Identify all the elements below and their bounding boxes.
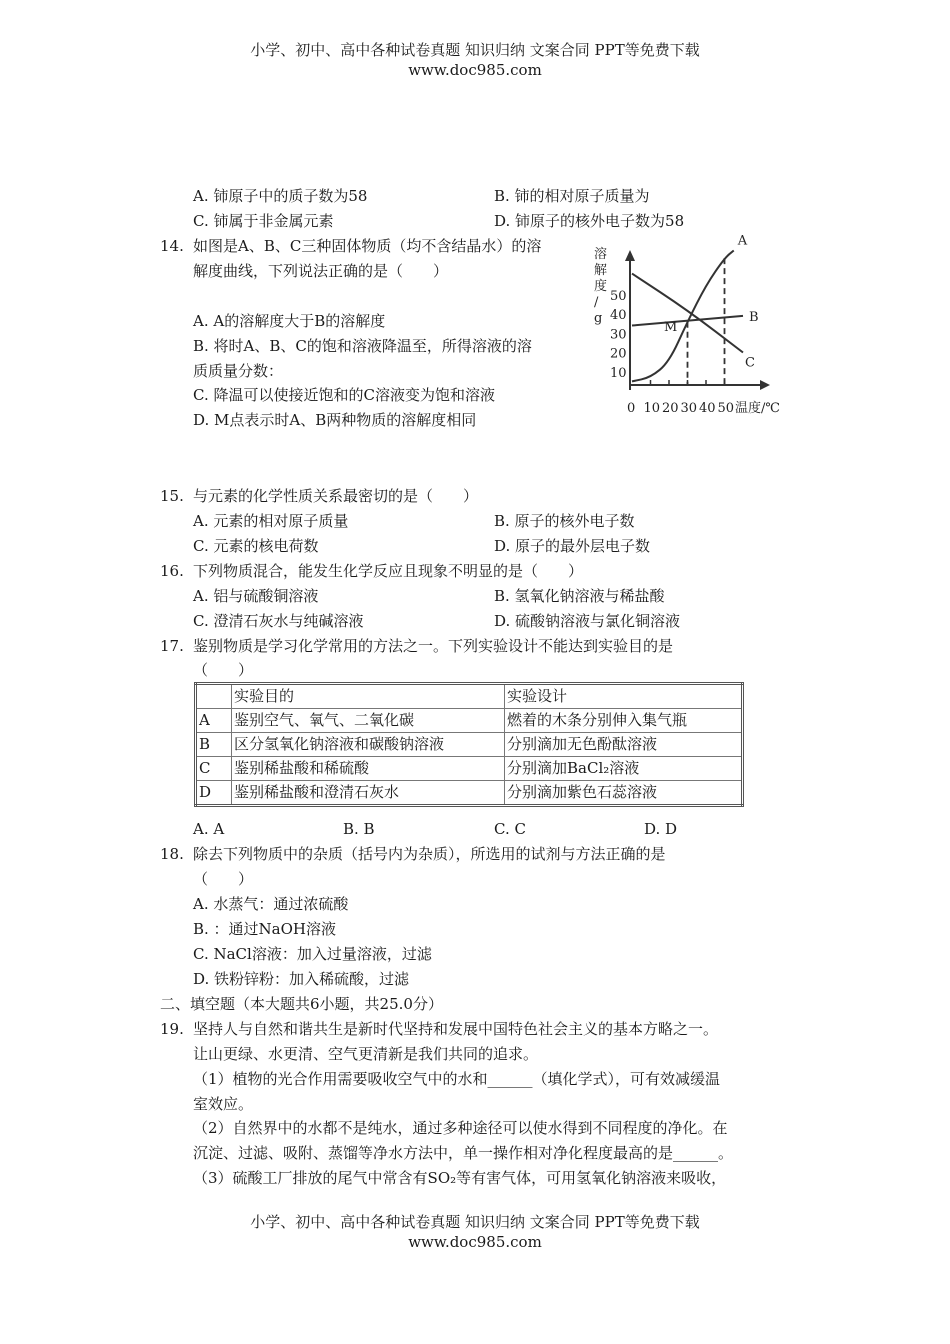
curve-c xyxy=(632,274,743,353)
q19-line: （3）硫酸工厂排放的尾气中常含有SO₂等有害气体，可用氢氧化钠溶液来吸收， xyxy=(193,1169,727,1187)
header-ad-text: 小学、初中、高中各种试卷真题 知识归纳 文案合同 PPT等免费下载 xyxy=(250,41,700,59)
table-cell: 分别滴加无色酚酞溶液 xyxy=(505,733,743,757)
x-tick-label: 20 xyxy=(662,401,679,416)
q14-stem-line2: 解度曲线，下列说法正确的是（ ） xyxy=(193,262,449,280)
q14-number: 14. xyxy=(160,237,184,255)
q16-number: 16. xyxy=(160,562,184,580)
q17-option-a: A. A xyxy=(193,820,225,838)
table-cell: D xyxy=(196,781,232,806)
q14-option-b-cont: 质质量分数： xyxy=(193,362,284,380)
section-heading-fill-in: 二、填空题（本大题共6小题，共25.0分） xyxy=(160,995,443,1013)
q17-option-c: C. C xyxy=(494,820,526,838)
header-website-link[interactable]: www.doc985.com xyxy=(408,61,542,79)
y-axis-label-char: g xyxy=(594,311,603,326)
table-cell: B xyxy=(196,733,232,757)
footer-website-link[interactable]: www.doc985.com xyxy=(408,1233,542,1251)
q18-option-c: C. NaCl溶液：加入过量溶液，过滤 xyxy=(193,945,432,963)
q19-line: 让山更绿、水更清、空气更清新是我们共同的追求。 xyxy=(193,1045,539,1063)
q18-option-d: D. 铁粉锌粉：加入稀硫酸，过滤 xyxy=(193,970,410,988)
table-row xyxy=(196,709,743,733)
y-axis-label-char: 解 xyxy=(594,263,608,278)
q14-option-b: B. 将时A、B、C的饱和溶液降温至，所得溶液的溶 xyxy=(193,337,532,355)
x-tick-label: 50 xyxy=(717,401,735,416)
table-row xyxy=(196,757,743,781)
curve-label-a: A xyxy=(737,233,748,249)
q19-line: 沉淀、过滤、吸附、蒸馏等净水方法中，单一操作相对净化程度最高的是______。 xyxy=(193,1144,734,1162)
q17-stem-line2: （ ） xyxy=(193,661,254,679)
footer-ad-text: 小学、初中、高中各种试卷真题 知识归纳 文案合同 PPT等免费下载 xyxy=(250,1213,700,1231)
q17-option-d: D. D xyxy=(644,820,678,838)
y-axis-arrow-icon xyxy=(625,250,635,261)
q19-line: （1）植物的光合作用需要吸收空气中的水和______（填化学式），可有效减缓温 xyxy=(193,1070,721,1088)
q13-option-a: A. 铈原子中的质子数为58 xyxy=(193,187,368,205)
q19-line: （2）自然界中的水都不是纯水，通过多种途径可以使水得到不同程度的净化。在 xyxy=(193,1119,728,1137)
q18-stem-line2: （ ） xyxy=(193,870,254,888)
solubility-curve-figure xyxy=(580,230,800,420)
table-header-cell xyxy=(196,684,232,709)
q14-option-a: A. A的溶解度大于B的溶解度 xyxy=(193,312,386,330)
q16-stem: 下列物质混合，能发生化学反应且现象不明显的是（ ） xyxy=(193,562,584,580)
point-m-label: M xyxy=(664,320,678,335)
table-header-cell: 实验目的 xyxy=(232,684,505,709)
y-tick-label: 30 xyxy=(610,327,627,343)
table-cell: 分别滴加BaCl₂溶液 xyxy=(505,757,743,781)
q18-option-a: A. 水蒸气：通过浓硫酸 xyxy=(193,895,349,913)
table-cell: 鉴别稀盐酸和澄清石灰水 xyxy=(232,781,505,806)
q19-line: 室效应。 xyxy=(193,1095,254,1113)
table-row xyxy=(196,781,743,806)
q14-option-c: C. 降温可以使接近饱和的C溶液变为饱和溶液 xyxy=(193,386,495,404)
q14-stem-line1: 如图是A、B、C三种固体物质（均不含结晶水）的溶 xyxy=(193,237,542,255)
curve-label-b: B xyxy=(749,309,759,325)
q13-option-d: D. 铈原子的核外电子数为58 xyxy=(494,212,685,230)
q19-line: 坚持人与自然和谐共生是新时代坚持和发展中国特色社会主义的基本方略之一。 xyxy=(193,1020,719,1038)
table-header-row xyxy=(196,684,743,709)
q15-stem: 与元素的化学性质关系最密切的是（ ） xyxy=(193,487,479,505)
q16-option-d: D. 硫酸钠溶液与氯化铜溶液 xyxy=(494,612,681,630)
q17-experiment-table xyxy=(194,682,744,807)
y-axis-label-char: 溶 xyxy=(594,247,608,262)
q17-number: 17. xyxy=(160,637,184,655)
table-cell: 燃着的木条分别伸入集气瓶 xyxy=(505,709,743,733)
q15-option-a: A. 元素的相对原子质量 xyxy=(193,512,349,530)
q15-option-b: B. 原子的核外电子数 xyxy=(494,512,635,530)
q16-option-c: C. 澄清石灰水与纯碱溶液 xyxy=(193,612,364,630)
q15-option-d: D. 原子的最外层电子数 xyxy=(494,537,651,555)
q18-stem-line1: 除去下列物质中的杂质（括号内为杂质），所选用的试剂与方法正确的是 xyxy=(193,845,666,863)
q15-option-c: C. 元素的核电荷数 xyxy=(193,537,319,555)
q16-option-a: A. 铝与硫酸铜溶液 xyxy=(193,587,319,605)
table-cell: 分别滴加紫色石蕊溶液 xyxy=(505,781,743,806)
q18-number: 18. xyxy=(160,845,184,863)
table-header-cell: 实验设计 xyxy=(505,684,743,709)
y-tick-label: 20 xyxy=(610,346,627,362)
table-cell: A xyxy=(196,709,232,733)
table-cell: 鉴别空气、氧气、二氧化碳 xyxy=(232,709,505,733)
y-axis-label-char: 度 xyxy=(594,279,608,294)
q15-number: 15. xyxy=(160,487,184,505)
y-axis-label-char: / xyxy=(594,295,599,310)
x-axis-label: 温度/℃ xyxy=(735,401,780,416)
q16-option-b: B. 氢氧化钠溶液与稀盐酸 xyxy=(494,587,665,605)
q13-option-b: B. 铈的相对原子质量为 xyxy=(494,187,650,205)
curve-a xyxy=(632,250,734,381)
x-tick-label: 40 xyxy=(699,401,716,416)
x-tick-label: 30 xyxy=(680,401,698,416)
y-tick-label: 10 xyxy=(610,365,627,381)
x-tick-label: 0 xyxy=(627,401,636,416)
table-cell: 鉴别稀盐酸和稀硫酸 xyxy=(232,757,505,781)
y-tick-label: 50 xyxy=(610,288,627,304)
q17-stem-line1: 鉴别物质是学习化学常用的方法之一。下列实验设计不能达到实验目的是 xyxy=(193,637,674,655)
x-tick-label: 10 xyxy=(643,401,661,416)
y-tick-label: 40 xyxy=(610,308,627,323)
curve-label-c: C xyxy=(745,355,755,371)
x-axis-arrow-icon xyxy=(760,380,770,390)
table-cell: 区分氢氧化钠溶液和碳酸钠溶液 xyxy=(232,733,505,757)
q17-option-b: B. B xyxy=(343,820,375,838)
q14-option-d: D. M点表示时A、B两种物质的溶解度相同 xyxy=(193,411,477,429)
q19-number: 19. xyxy=(160,1020,184,1038)
q18-option-b: B. ：通过NaOH溶液 xyxy=(193,920,337,938)
table-row xyxy=(196,733,743,757)
q13-option-c: C. 铈属于非金属元素 xyxy=(193,212,334,230)
table-cell: C xyxy=(196,757,232,781)
